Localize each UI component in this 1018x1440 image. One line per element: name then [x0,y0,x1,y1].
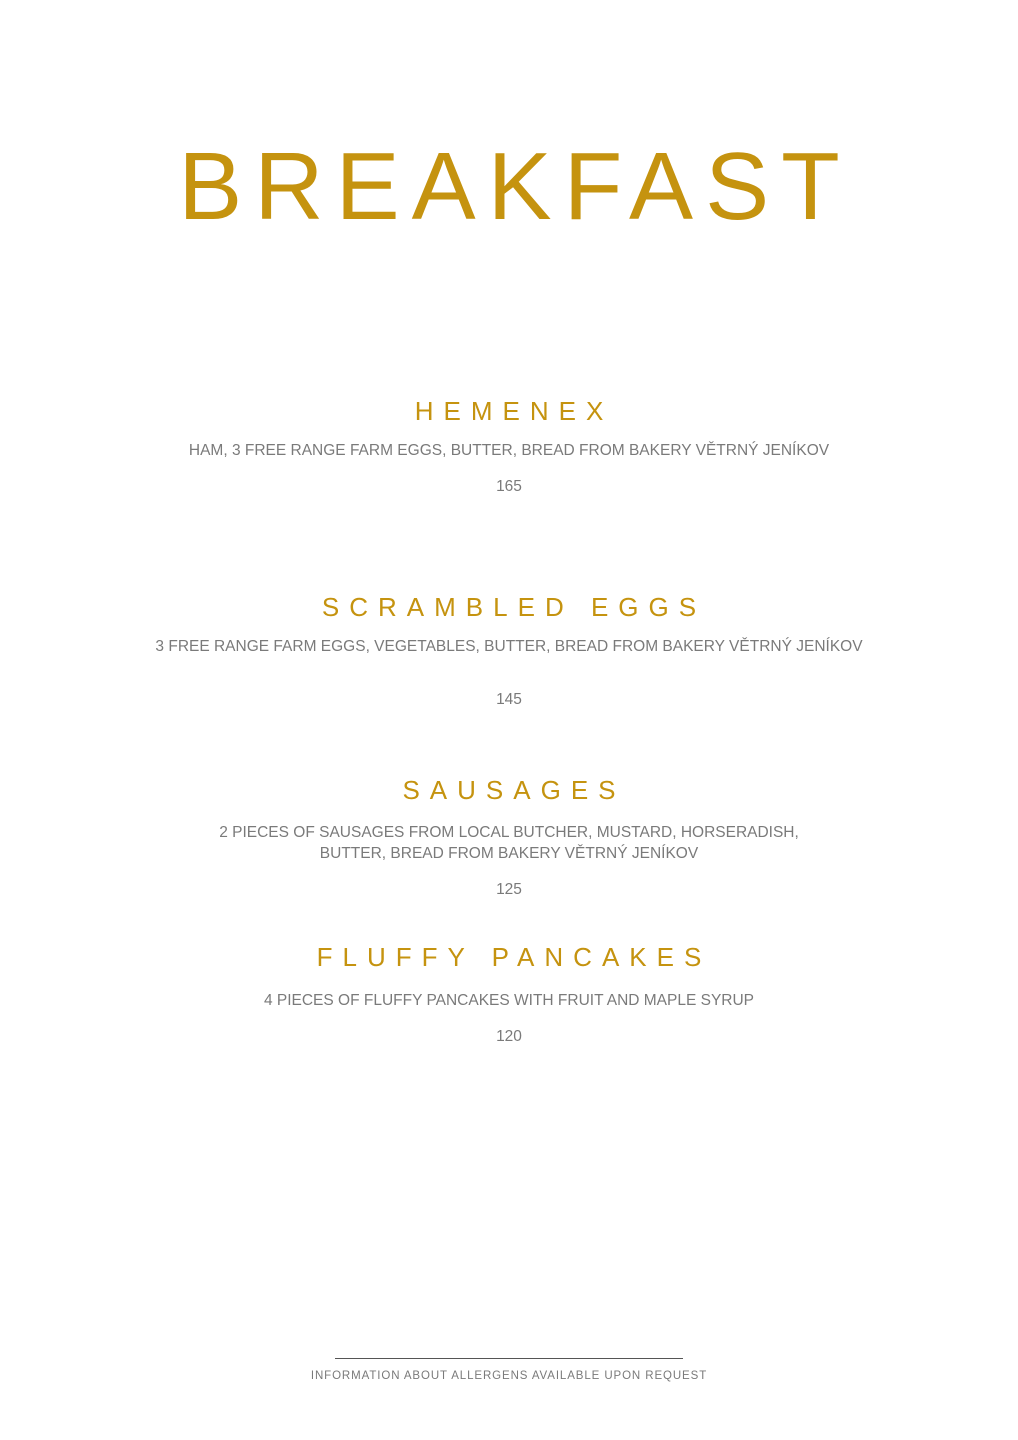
menu-item-price: 120 [496,1028,522,1045]
menu-item-description: HAM, 3 FREE RANGE FARM EGGS, BUTTER, BREAD FROM BAKERY VĚTRNÝ JENÍKOV [188,442,830,459]
menu-item-name: HEMENEX [414,396,614,426]
footer-divider [335,1358,683,1359]
menu-item-price: 145 [496,691,522,708]
menu-item-name: SCRAMBLED EGGS [321,592,707,622]
menu-item-description-line-1: 2 PIECES OF SAUSAGES FROM LOCAL BUTCHER, MUSTARD, HORSERADISH, [219,824,799,841]
menu-item-description-line-2: BUTTER, BREAD FROM BAKERY VĚTRNÝ JENÍKOV [319,845,699,862]
menu-item-name: FLUFFY PANCAKES [316,942,712,972]
menu-item-price: 165 [496,478,522,495]
menu-item-sausages [0,775,1018,900]
menu-item-name: SAUSAGES [402,775,626,805]
menu-item-description: 4 PIECES OF FLUFFY PANCAKES WITH FRUIT AND MAPLE SYRUP [263,992,755,1009]
menu-title: BREAKFAST [178,133,852,240]
menu-item-fluffy-pancakes [0,942,1018,1047]
menu-item-hemenex [0,396,1018,497]
menu-item-price: 125 [496,881,522,898]
menu-item-description: 3 FREE RANGE FARM EGGS, VEGETABLES, BUTTER, BREAD FROM BAKERY VĚTRNÝ JENÍKOV [155,638,863,655]
allergen-notice: INFORMATION ABOUT ALLERGENS AVAILABLE UPON REQUEST [310,1370,708,1382]
menu-item-scrambled-eggs [0,592,1018,710]
